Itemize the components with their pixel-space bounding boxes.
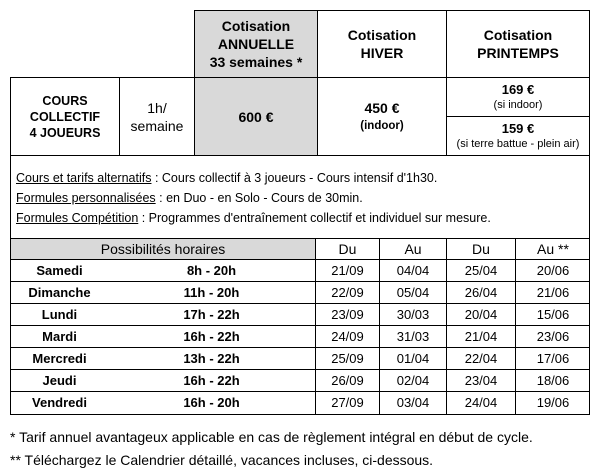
day-cell: Samedi [36, 263, 83, 278]
spring-from-cell: 21/04 [464, 329, 498, 344]
spring-to-cell: 23/06 [536, 329, 570, 344]
spring-to-cell: 19/06 [536, 395, 570, 410]
spring-to-cell: 20/06 [536, 263, 570, 278]
winter-header-line1: Cotisation [347, 27, 417, 43]
winter-to-cell: 30/03 [396, 307, 430, 322]
hours-cell: 16h - 22h [183, 329, 240, 344]
footnote-calendar: ** Téléchargez le Calendrier détaillé, vacances incluses, ci-dessous. [10, 452, 434, 468]
winter-from-cell: 24/09 [331, 329, 364, 344]
col-header-winter-from [316, 239, 379, 259]
col-header-text-2: Au [404, 241, 422, 257]
course-name-cell [10, 77, 120, 156]
annual-header-line3: 33 semaines * [209, 54, 303, 70]
spring-from-cell: 22/04 [464, 351, 498, 366]
hours-cell: 11h - 20h [183, 285, 240, 300]
day-cell: Mardi [42, 329, 77, 344]
spring-from-cell: 23/04 [464, 373, 498, 388]
winter-from-cell: 26/09 [331, 373, 364, 388]
annual-header-line2: ANNUELLE [217, 36, 295, 52]
spring-price-outdoor: 159 € [501, 121, 535, 136]
annual-price-cell [194, 77, 318, 156]
alternative-text-2: : en Duo - en Solo - Cours de 30min. [155, 191, 363, 205]
winter-to-cell: 03/04 [396, 395, 430, 410]
schedule-header-label [11, 239, 315, 259]
schedule-header-text: Possibilités horaires [100, 241, 226, 257]
course-name-line2: COLLECTIF [29, 109, 101, 124]
spring-to-cell: 15/06 [536, 307, 570, 322]
spring-note-outdoor: (si terre battue - plein air) [456, 138, 580, 150]
course-frequency-line2: semaine [130, 117, 184, 134]
winter-to-cell: 02/04 [396, 373, 430, 388]
spring-header-line2: PRINTEMPS [477, 45, 559, 61]
hours-cell: 13h - 22h [183, 351, 240, 366]
annual-price: 600 € [238, 108, 274, 125]
col-header-winter-to [380, 239, 446, 259]
alternative-text-1: : Cours collectif à 3 joueurs - Cours intensif d'1h30. [151, 171, 438, 185]
hours-cell: 17h - 22h [183, 307, 240, 322]
col-header-spring-to [516, 239, 590, 259]
winter-header [317, 10, 447, 78]
day-cell: Vendredi [32, 395, 87, 410]
col-header-spring-from [447, 239, 515, 259]
winter-from-cell: 25/09 [331, 351, 364, 366]
course-name-line3: 4 JOUEURS [29, 125, 101, 140]
spring-header [446, 10, 590, 78]
winter-from-cell: 27/09 [331, 395, 364, 410]
hours-cell: 16h - 22h [183, 373, 240, 388]
course-name-line1: COURS [42, 93, 88, 108]
spring-to-cell: 21/06 [536, 285, 570, 300]
spring-from-cell: 20/04 [464, 307, 498, 322]
spring-to-cell: 18/06 [536, 373, 570, 388]
alternative-text-3: : Programmes d'entraînement collectif et individuel sur mesure. [138, 211, 491, 225]
day-cell: Dimanche [28, 285, 91, 300]
hours-cell: 16h - 20h [183, 395, 240, 410]
winter-price-note: (indoor) [360, 119, 404, 132]
spring-price-indoor-cell [446, 77, 590, 117]
day-cell: Mercredi [32, 351, 87, 366]
winter-price: 450 € [364, 99, 400, 116]
winter-from-cell: 23/09 [331, 307, 364, 322]
winter-from-cell: 21/09 [331, 263, 364, 278]
alternative-line-2 [16, 190, 363, 206]
annual-header-line1: Cotisation [221, 18, 291, 34]
col-header-text-1: Du [338, 241, 357, 257]
spring-header-line1: Cotisation [483, 27, 553, 43]
col-header-text-3: Du [472, 241, 490, 257]
winter-header-line2: HIVER [360, 45, 404, 61]
alternative-label-1: Cours et tarifs alternatifs [16, 171, 152, 185]
alternative-label-2: Formules personnalisées [16, 191, 156, 205]
alternative-line-1 [16, 170, 437, 186]
winter-to-cell: 31/03 [396, 329, 430, 344]
annual-header [194, 10, 318, 78]
hours-cell: 8h - 20h [186, 263, 237, 278]
alternative-line-3 [16, 210, 491, 226]
alternative-label-3: Formules Compétition [16, 211, 139, 225]
day-cell: Jeudi [42, 373, 77, 388]
spring-from-cell: 24/04 [464, 395, 498, 410]
spring-price-outdoor-cell [446, 116, 590, 156]
spring-from-cell: 26/04 [464, 285, 498, 300]
winter-to-cell: 05/04 [396, 285, 430, 300]
spring-price-indoor: 169 € [501, 82, 535, 97]
winter-from-cell: 22/09 [331, 285, 364, 300]
winter-price-cell [317, 77, 447, 156]
course-frequency-line1: 1h/ [147, 99, 167, 116]
winter-to-cell: 01/04 [396, 351, 430, 366]
footnote-annual: * Tarif annuel avantageux applicable en cas de règlement intégral en début de cycle. [10, 429, 533, 445]
spring-from-cell: 25/04 [464, 263, 498, 278]
spring-to-cell: 17/06 [536, 351, 570, 366]
col-header-text-4: Au ** [537, 241, 569, 257]
course-frequency-cell [119, 77, 195, 156]
day-cell: Lundi [41, 307, 78, 322]
winter-to-cell: 04/04 [396, 263, 430, 278]
spring-note-indoor: (si indoor) [493, 99, 543, 111]
